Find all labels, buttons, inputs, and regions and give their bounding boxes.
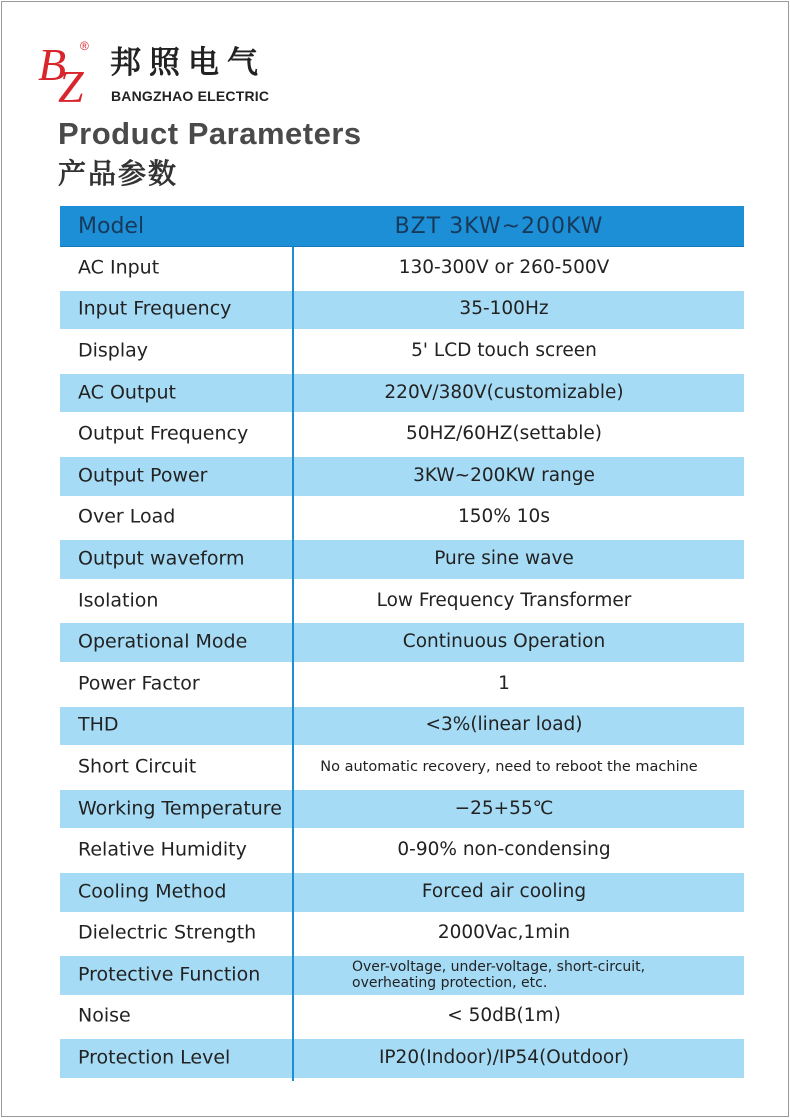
table-row <box>60 746 744 788</box>
row-label: Over Load <box>78 505 176 528</box>
row-value: < 50dB(1m) <box>447 1005 561 1027</box>
row-value: Over-voltage, under-voltage, short-circuit, overheating protection, etc. <box>352 958 646 991</box>
column-divider <box>292 247 294 1081</box>
bz-logo-icon <box>36 36 98 106</box>
brand-name-en: BANGZHAO ELECTRIC <box>111 88 270 104</box>
table-row <box>60 497 744 539</box>
row-value: 35-100Hz <box>459 298 549 320</box>
table-row <box>60 871 744 913</box>
table-row <box>60 913 744 955</box>
table-row <box>60 1037 744 1079</box>
row-label: Input Frequency <box>78 297 232 320</box>
row-label: Noise <box>78 1004 131 1027</box>
row-value: −25+55℃ <box>454 797 554 819</box>
svg-text:B: B <box>38 39 67 90</box>
page-title-cn: 产品参数 <box>58 157 179 190</box>
table-row <box>60 455 744 497</box>
row-value: Continuous Operation <box>402 630 606 652</box>
row-label: Power Factor <box>78 672 200 695</box>
table-row <box>60 580 744 622</box>
brand-name-cn: 邦照电气 <box>110 45 266 81</box>
row-label: Protection Level <box>78 1046 231 1069</box>
table-header <box>60 206 744 247</box>
row-label: Dielectric Strength <box>78 921 257 944</box>
table-row <box>60 954 744 996</box>
header-value: BZT 3KW~200KW <box>394 214 604 239</box>
row-value: 5' LCD touch screen <box>411 339 597 361</box>
row-value: IP20(Indoor)/IP54(Outdoor) <box>378 1046 630 1068</box>
row-value: Forced air cooling <box>421 880 587 902</box>
row-label: Working Temperature <box>78 797 282 820</box>
svg-text:Z: Z <box>58 61 84 106</box>
table-row <box>60 372 744 414</box>
row-value: Pure sine wave <box>434 547 574 569</box>
table-row <box>60 413 744 455</box>
row-label: Output Frequency <box>78 422 249 445</box>
table-row <box>60 705 744 747</box>
table-row <box>60 289 744 331</box>
row-value: 0-90% non-condensing <box>397 838 611 860</box>
table-row <box>60 996 744 1038</box>
header-label: Model <box>78 214 145 239</box>
row-label: Output Power <box>78 464 208 487</box>
row-value: Low Frequency Transformer <box>376 589 632 611</box>
table-row <box>60 538 744 580</box>
table-row <box>60 621 744 663</box>
parameters-table <box>60 206 744 1079</box>
row-label: Operational Mode <box>78 630 248 653</box>
row-label: Protective Function <box>78 963 261 986</box>
row-value: 3KW~200KW range <box>413 464 595 486</box>
row-label: Short Circuit <box>78 755 197 778</box>
row-value: <3%(linear load) <box>425 714 583 736</box>
row-value: 1 <box>498 672 510 694</box>
table-row <box>60 829 744 871</box>
row-label: Cooling Method <box>78 880 227 903</box>
registered-mark: ® <box>80 39 89 53</box>
table-row <box>60 247 744 289</box>
row-label: Output waveform <box>78 547 245 570</box>
row-value: 150% 10s <box>458 506 550 528</box>
row-label: AC Output <box>78 381 176 404</box>
row-value: No automatic recovery, need to reboot the machine <box>320 758 698 775</box>
row-value: 130-300V or 260-500V <box>398 256 610 278</box>
row-label: Relative Humidity <box>78 838 247 861</box>
table-row <box>60 788 744 830</box>
row-value: 2000Vac,1min <box>437 922 571 944</box>
row-value: 220V/380V(customizable) <box>384 381 624 403</box>
table-row <box>60 663 744 705</box>
row-value: 50HZ/60HZ(settable) <box>405 422 603 444</box>
page-title: Product Parameters <box>58 116 362 151</box>
row-label: THD <box>78 713 119 736</box>
row-label: Isolation <box>78 589 159 612</box>
row-label: AC Input <box>78 256 160 279</box>
table-row <box>60 330 744 372</box>
row-label: Display <box>78 339 149 362</box>
table-body <box>60 247 744 1079</box>
